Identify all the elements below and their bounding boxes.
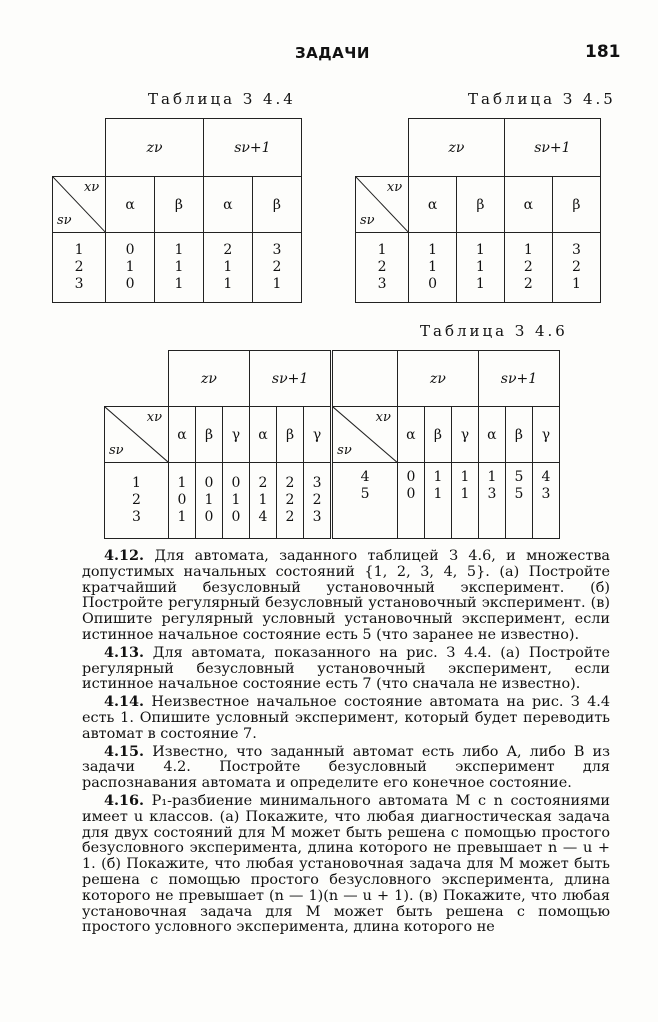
table-column: 0 1 0 bbox=[106, 233, 155, 303]
problem-4-16 bbox=[82, 793, 610, 936]
table-344-caption: Таблица З 4.4 bbox=[148, 90, 296, 108]
problem-4-12 bbox=[82, 548, 610, 644]
table-corner-blank bbox=[105, 351, 169, 407]
table-column: 1 1 1 bbox=[155, 233, 204, 303]
state-axis-label: sν bbox=[360, 213, 375, 228]
input-header: γ bbox=[532, 407, 559, 463]
state-axis-label: sν bbox=[337, 443, 352, 458]
input-header: α bbox=[409, 177, 457, 233]
input-header: γ bbox=[303, 407, 331, 463]
table-column: 1 1 bbox=[424, 463, 451, 539]
input-header: γ bbox=[222, 407, 249, 463]
table-column: 3 2 1 bbox=[252, 233, 301, 303]
problem-number: 4.12. bbox=[104, 547, 145, 564]
next-state-group-header: sν+1 bbox=[249, 351, 331, 407]
table-column: 5 5 bbox=[505, 463, 532, 539]
input-header: α bbox=[106, 177, 155, 233]
state-axis-label: sν bbox=[57, 213, 72, 228]
input-header: γ bbox=[451, 407, 478, 463]
next-state-group-header: sν+1 bbox=[478, 351, 559, 407]
input-axis-label: xν bbox=[386, 180, 403, 195]
input-header: β bbox=[155, 177, 204, 233]
table-corner-blank bbox=[332, 351, 398, 407]
problem-body: Известно, что заданный автомат есть либо A, либо B из задачи 4.2. Постройте безусловный эксперимент для распознавания автомата и определите его конечное состояние. bbox=[82, 743, 610, 792]
input-header: α bbox=[504, 177, 552, 233]
table-corner-blank bbox=[356, 119, 409, 177]
input-header: β bbox=[552, 177, 600, 233]
input-header: β bbox=[195, 407, 222, 463]
table-column: 3 2 1 bbox=[552, 233, 600, 303]
diagonal-header-cell bbox=[356, 177, 409, 233]
output-group-header: zν bbox=[106, 119, 204, 177]
table-column: 1 3 bbox=[478, 463, 505, 539]
problem-number: 4.14. bbox=[104, 693, 145, 711]
problem-number: 4.16. bbox=[104, 791, 145, 809]
next-state-group-header: sν+1 bbox=[203, 119, 301, 177]
table-346 bbox=[104, 350, 560, 539]
input-axis-label: xν bbox=[375, 410, 391, 425]
input-header: α bbox=[168, 407, 195, 463]
state-column: 1 2 3 bbox=[356, 233, 409, 303]
diagonal-header-cell bbox=[53, 177, 106, 233]
table-column: 0 1 0 bbox=[195, 463, 222, 539]
input-header: β bbox=[276, 407, 303, 463]
next-state-group-header: sν+1 bbox=[504, 119, 600, 177]
table-column: 0 0 bbox=[397, 463, 424, 539]
table-345-caption: Таблица З 4.5 bbox=[468, 90, 616, 108]
table-corner-blank bbox=[53, 119, 106, 177]
table-column: 1 0 1 bbox=[168, 463, 195, 539]
problem-4-14 bbox=[82, 694, 610, 742]
page-number: 181 bbox=[585, 42, 621, 62]
table-column: 3 2 3 bbox=[303, 463, 331, 539]
table-column: 0 1 0 bbox=[222, 463, 249, 539]
problem-body: P₁-разбиение минимального автомата M с n состояниями имеет u классов. (а) Покажите, что любая диагностическая задача для двух состояний для M может быть решена с помощью простого безусловного эксперимента, длина которого не превышает n — u + 1. (б) Покажите, что любая установочная задача для M может быть решена с помощью простого безусловного эксперимента, длина которого не превышает (n — 1)(n — u + 1). (в) Покажите, что любая установочная задача для M может быть решена с помощью простого условного эксперимента, длина которого не bbox=[82, 792, 611, 936]
problems-text bbox=[82, 548, 610, 937]
state-column: 1 2 3 bbox=[105, 463, 169, 539]
input-header: β bbox=[252, 177, 301, 233]
table-346-caption: Таблица З 4.6 bbox=[420, 322, 568, 340]
diagonal-header-cell bbox=[105, 407, 169, 463]
input-axis-label: xν bbox=[146, 410, 162, 425]
problem-number: 4.15. bbox=[104, 742, 145, 760]
output-group-header: zν bbox=[397, 351, 478, 407]
table-345 bbox=[355, 118, 601, 303]
input-axis-label: xν bbox=[83, 180, 100, 195]
problem-body: Для автомата, заданного таблицей З 4.6, и множества допустимых начальных состояний {1, 2, 3, 4, 5}. (а) Постройте кратчайший безусловный установочный эксперимент. (б) Постройте регулярный безусловный установочный эксперимент. (в) Опишите регулярный условный установочный эксперимент, если истинное начальное состояние есть 5 (что заранее не известно). bbox=[82, 548, 611, 643]
problem-number: 4.13. bbox=[104, 643, 145, 661]
table-column: 2 2 2 bbox=[276, 463, 303, 539]
table-column: 1 1 1 bbox=[456, 233, 504, 303]
problem-4-13 bbox=[82, 645, 610, 693]
table-column: 1 1 bbox=[451, 463, 478, 539]
output-group-header: zν bbox=[168, 351, 249, 407]
table-column: 1 1 0 bbox=[409, 233, 457, 303]
table-344 bbox=[52, 118, 302, 303]
running-header: ЗАДАЧИ bbox=[295, 44, 370, 62]
state-column: 1 2 3 bbox=[53, 233, 106, 303]
problem-4-15 bbox=[82, 744, 610, 792]
input-header: β bbox=[505, 407, 532, 463]
table-column: 1 2 2 bbox=[504, 233, 552, 303]
input-header: α bbox=[249, 407, 276, 463]
problem-body: Для автомата, показанного на рис. З 4.4. (а) Постройте регулярный безусловный установочный эксперимент, если истинное начальное состояние есть 7 (что сначала не известно). bbox=[82, 644, 611, 693]
input-header: β bbox=[424, 407, 451, 463]
input-header: α bbox=[397, 407, 424, 463]
input-header: β bbox=[456, 177, 504, 233]
input-header: α bbox=[203, 177, 252, 233]
input-header: α bbox=[478, 407, 505, 463]
table-column: 2 1 4 bbox=[249, 463, 276, 539]
state-axis-label: sν bbox=[109, 443, 124, 458]
output-group-header: zν bbox=[409, 119, 505, 177]
diagonal-header-cell bbox=[332, 407, 398, 463]
problem-body: Неизвестное начальное состояние автомата на рис. З 4.4 есть 1. Опишите условный эксперимент, который будет переводить автомат в состояние 7. bbox=[82, 694, 610, 742]
table-column: 4 3 bbox=[532, 463, 559, 539]
table-column: 2 1 1 bbox=[203, 233, 252, 303]
state-column: 4 5 bbox=[332, 463, 398, 539]
